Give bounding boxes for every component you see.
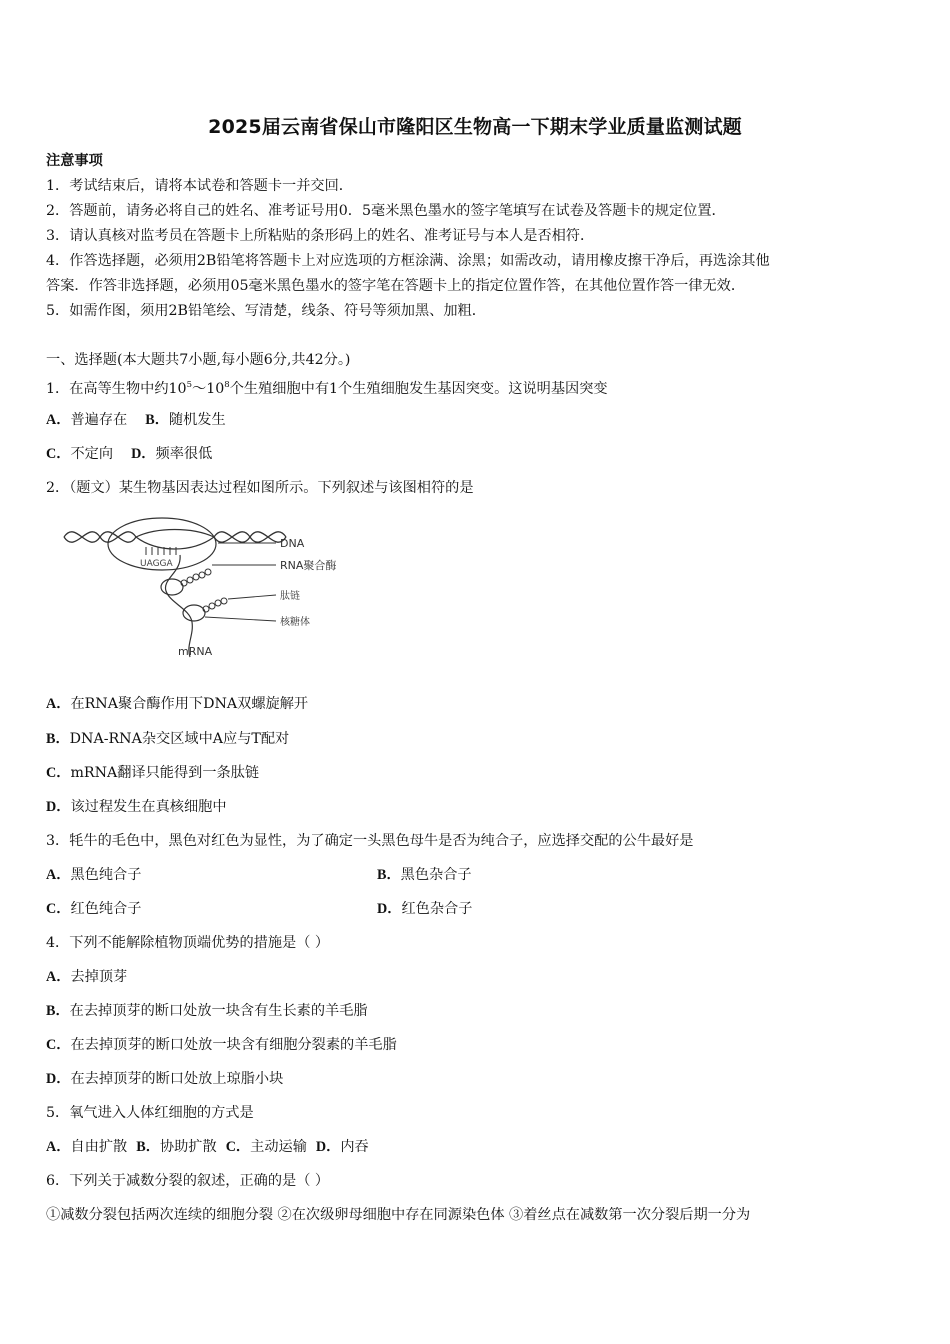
q1-exponent: 8 xyxy=(224,380,230,390)
q5-option-d-label: D． xyxy=(315,1139,341,1155)
q1-exponent: 5 xyxy=(186,380,193,390)
label-mrna: mRNA xyxy=(178,645,213,658)
question-3-stem: 3．牦牛的毛色中，黑色对红色为显性，为了确定一头黑色母牛是否为纯合子，应选择交配的公牛最好是 xyxy=(46,833,694,849)
question-4-option-c xyxy=(46,1035,397,1055)
q3-option-c: 红色纯合子 xyxy=(70,901,142,917)
question-6-stem: 6．下列关于减数分裂的叙述，正确的是（ ） xyxy=(46,1173,330,1189)
q4-option-c-label: C． xyxy=(46,1037,71,1053)
question-4-option-a xyxy=(46,967,127,987)
q4-option-a-label: A． xyxy=(46,969,71,985)
question-2-option-a xyxy=(46,694,308,714)
dna-unwound-bottom xyxy=(136,537,214,549)
q2-option-d-label: D． xyxy=(46,799,71,815)
question-2-option-d xyxy=(46,797,227,817)
note-item: 答案．作答非选择题，必须用05毫米黑色墨水的签字笔在答题卡上的指定位置作答，在其他位置作答一律无效． xyxy=(46,278,746,294)
question-2-option-c xyxy=(46,763,259,783)
question-3-option-d xyxy=(377,899,472,919)
q4-option-c: 在去掉顶芽的断口处放一块含有细胞分裂素的羊毛脂 xyxy=(70,1037,397,1053)
q5-option-c: 主动运输 xyxy=(250,1139,307,1155)
question-4-option-b xyxy=(46,1001,368,1021)
question-5-stem: 5．氧气进入人体红细胞的方式是 xyxy=(46,1105,254,1121)
question-2-option-b xyxy=(46,729,289,749)
q4-option-d: 在去掉顶芽的断口处放上琼脂小块 xyxy=(70,1071,284,1087)
q4-option-b-label: B． xyxy=(46,1003,70,1019)
question-1-options-ab xyxy=(46,410,226,430)
q5-option-b: 协助扩散 xyxy=(159,1139,217,1155)
q1-option-c: 不定向 xyxy=(70,446,114,462)
q2-option-c-label: C． xyxy=(46,765,71,781)
label-rna-polymerase: RNA聚合酶 xyxy=(280,559,337,572)
note-item: 3．请认真核对监考员在答题卡上所粘贴的条形码上的姓名、准考证号与本人是否相符． xyxy=(46,228,595,244)
q2-option-b: DNA-RNA杂交区域中A应与T配对 xyxy=(69,731,290,747)
q5-option-a: 自由扩散 xyxy=(70,1139,128,1155)
q2-option-d: 该过程发生在真核细胞中 xyxy=(70,799,227,815)
question-4-stem: 4．下列不能解除植物顶端优势的措施是（ ） xyxy=(46,935,330,951)
q4-option-a: 去掉顶芽 xyxy=(70,969,128,985)
dna-strand-left-2 xyxy=(64,532,136,542)
sequence-label: UAGGA xyxy=(140,559,173,569)
question-1-options-cd xyxy=(46,444,212,464)
q1-option-c-label: C． xyxy=(46,446,71,462)
q1-option-b: 随机发生 xyxy=(168,412,226,428)
question-3-option-b xyxy=(377,865,472,885)
leader-peptide xyxy=(228,595,276,599)
note-item: 5．如需作图，须用2B铅笔绘、写清楚，线条、符号等须加黑、加粗． xyxy=(46,303,486,319)
question-3-option-a xyxy=(46,865,141,885)
q5-option-b-label: B． xyxy=(136,1139,160,1155)
label-peptide: 肽链 xyxy=(280,591,300,602)
q3-option-d-label: D． xyxy=(377,901,402,917)
q5-option-c-label: C． xyxy=(225,1139,251,1155)
ribosome-2 xyxy=(183,605,205,621)
note-item: 2．答题前，请务必将自己的姓名、准考证号用0．5毫米黑色墨水的签字笔填写在试卷及答题卡的规定位置． xyxy=(46,203,726,219)
label-ribosome: 核糖体 xyxy=(280,617,310,628)
dna-unwound-top xyxy=(136,530,214,538)
q3-option-b-label: B． xyxy=(377,867,401,883)
peptide-chain-2 xyxy=(203,598,227,612)
q3-option-c-label: C． xyxy=(46,901,71,917)
q2-option-a: 在RNA聚合酶作用下DNA双螺旋解开 xyxy=(70,696,309,712)
q1-option-d: 频率很低 xyxy=(155,446,213,462)
label-dna: DNA xyxy=(280,537,305,550)
gene-expression-diagram xyxy=(62,517,362,662)
peptide-chain-1 xyxy=(181,569,211,586)
q5-option-a-label: A． xyxy=(46,1139,71,1155)
section-heading: 一、选择题(本大题共7小题,每小题6分,共42分。) xyxy=(46,352,351,368)
question-3-option-c xyxy=(46,899,141,919)
q1-option-d-label: D． xyxy=(131,446,156,462)
q3-option-a-label: A． xyxy=(46,867,71,883)
notes-heading: 注意事项 xyxy=(46,153,103,169)
q3-option-b: 黑色杂合子 xyxy=(400,867,472,883)
question-1-stem xyxy=(46,375,608,399)
q1-stem-part: ～10 xyxy=(192,381,225,397)
q2-option-c: mRNA翻译只能得到一条肽链 xyxy=(70,765,260,781)
question-4-option-d xyxy=(46,1069,283,1089)
leader-ribosome xyxy=(205,617,276,621)
q1-option-a-label: A． xyxy=(46,412,71,428)
q1-option-b-label: B． xyxy=(145,412,169,428)
q1-stem-part: 1．在高等生物中约10 xyxy=(46,381,187,397)
question-2-stem: 2．（题文）某生物基因表达过程如图所示。下列叙述与该图相符的是 xyxy=(46,480,474,496)
question-5-options xyxy=(46,1137,369,1157)
q4-option-d-label: D． xyxy=(46,1071,71,1087)
q1-option-a: 普遍存在 xyxy=(70,412,128,428)
q3-option-a: 黑色纯合子 xyxy=(70,867,142,883)
question-6-statements: ①减数分裂包括两次连续的细胞分裂 ②在次级卵母细胞中存在同源染色体 ③着丝点在减数第一次分裂后期一分为 xyxy=(46,1207,751,1223)
q1-stem-part: 个生殖细胞中有1个生殖细胞发生基因突变。这说明基因突变 xyxy=(229,381,608,397)
note-item: 1．考试结束后，请将本试卷和答题卡一并交回． xyxy=(46,178,353,194)
ribosome-1 xyxy=(161,579,183,595)
page-title: 2025届云南省保山市隆阳区生物高一下期末学业质量监测试题 xyxy=(208,116,742,138)
q2-option-a-label: A． xyxy=(46,696,71,712)
note-item: 4．作答选择题，必须用2B铅笔将答题卡上对应选项的方框涂满、涂黑；如需改动，请用橡皮擦干净后，再选涂其他 xyxy=(46,253,770,269)
q3-option-d: 红色杂合子 xyxy=(401,901,473,917)
q4-option-b: 在去掉顶芽的断口处放一块含有生长素的羊毛脂 xyxy=(69,1003,368,1019)
q5-option-d: 内吞 xyxy=(340,1139,369,1155)
q2-option-b-label: B． xyxy=(46,731,70,747)
dna-strand-right-2 xyxy=(214,532,286,542)
